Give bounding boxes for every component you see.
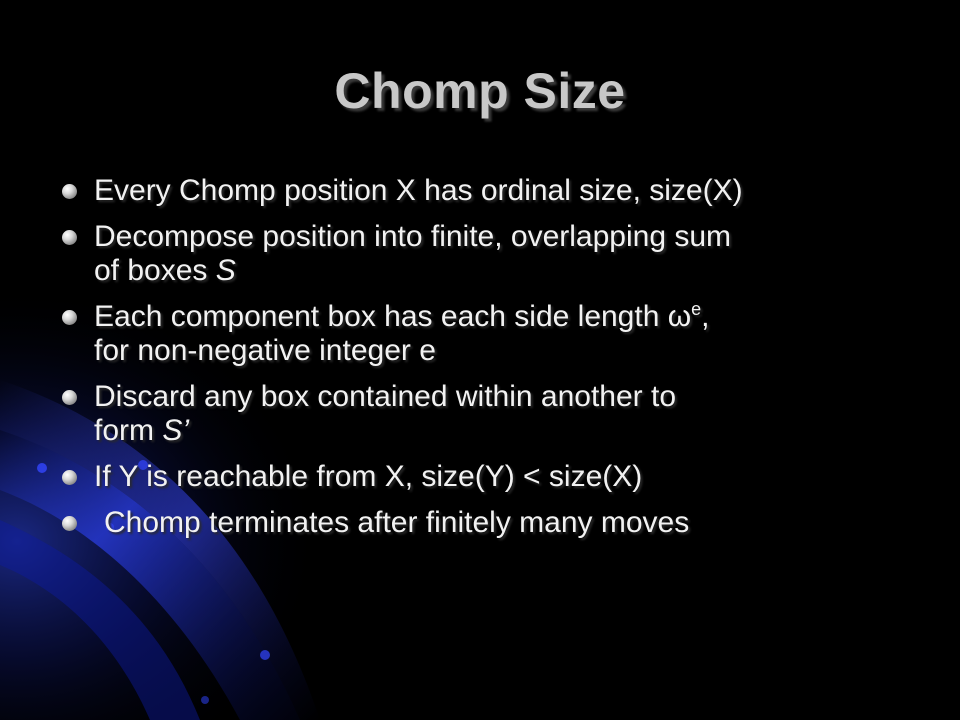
decor-dot [260, 650, 270, 660]
bullet-emphasis: S’ [162, 414, 190, 447]
bullet-text-line1: Each component box has each side length ω [94, 300, 692, 333]
bullet-item [62, 460, 922, 494]
bullet-item [62, 174, 922, 208]
slide-title: Chomp Size [334, 63, 626, 119]
bullet-superscript: e [691, 299, 702, 319]
bullet-item [62, 380, 922, 448]
bullet-text: If Y is reachable from X, size(Y) < size(X) [94, 460, 643, 493]
bullet-icon [62, 516, 77, 531]
bullet-icon [62, 184, 77, 199]
bullet-icon [62, 230, 77, 245]
bullet-icon [62, 470, 77, 485]
bullet-icon [62, 390, 77, 405]
bullet-text: Every Chomp position X has ordinal size, size(X) [94, 174, 743, 207]
decor-dot [201, 696, 209, 704]
bullet-text-line1: Decompose position into finite, overlapping sum [94, 220, 732, 253]
bullet-text-line1: Discard any box contained within another to [94, 380, 677, 413]
bullet-emphasis: S [215, 254, 236, 287]
bullet-list [62, 174, 922, 540]
bullet-item [62, 300, 922, 368]
bullet-item [62, 220, 922, 288]
bullet-icon [62, 310, 77, 325]
decor-dot [37, 463, 47, 473]
bullet-text-line1-end: , [701, 300, 710, 333]
bullet-text: Chomp terminates after finitely many moves [104, 506, 690, 539]
bullet-text-line2: of boxes [94, 254, 216, 287]
bullet-text-line2: form [94, 414, 163, 447]
bullet-item [62, 506, 922, 540]
bullet-text-line2: for non-negative integer e [94, 334, 436, 367]
